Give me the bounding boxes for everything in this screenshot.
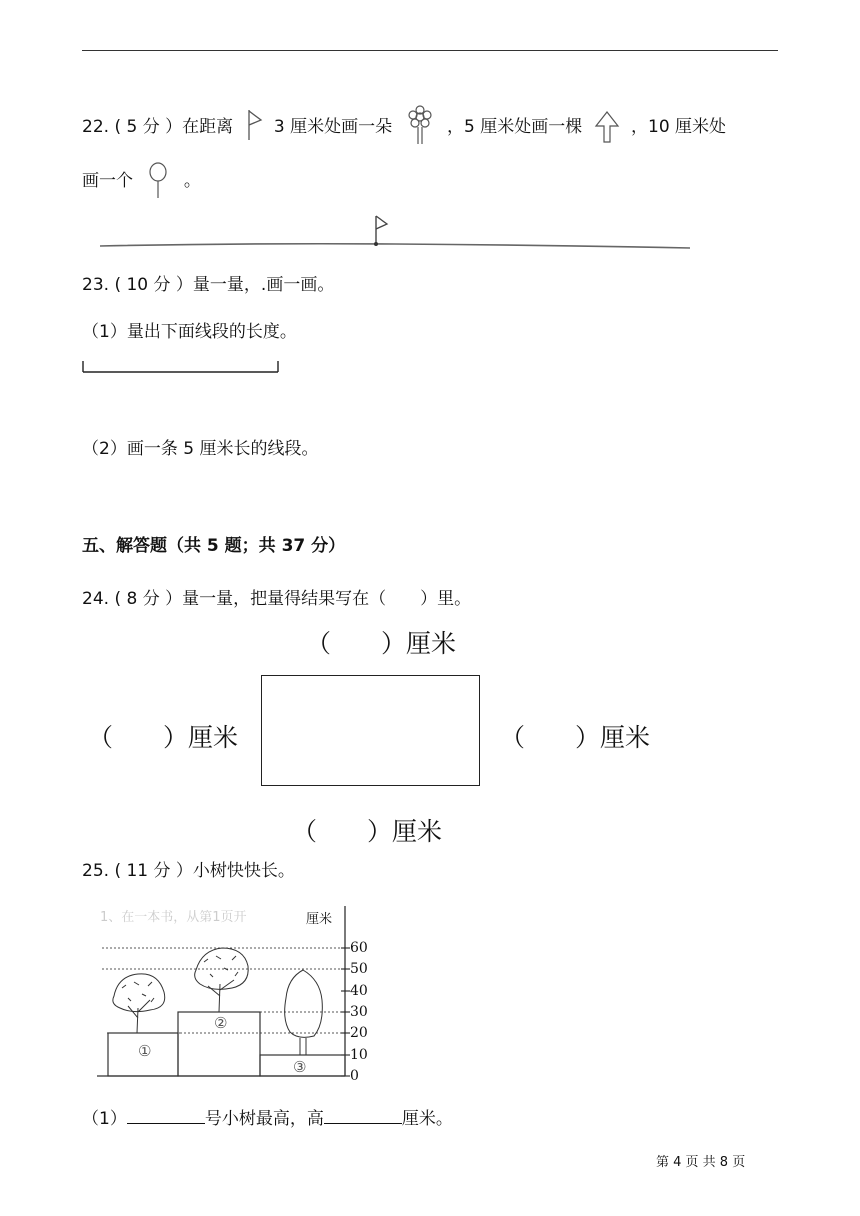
q22-part2: ，5 厘米处画一棵 (446, 117, 583, 137)
page-footer: 第 4 页 共 8 页 (656, 1155, 746, 1170)
box-label-2: ② (214, 1014, 228, 1032)
q24-label-left: （ ）厘米 (88, 723, 239, 752)
box-label-3: ③ (293, 1058, 307, 1076)
box-label-1: ① (138, 1042, 152, 1060)
q25-sub1-middle: 号小树最高，高 (204, 1109, 324, 1129)
q23-title: 23. ( 10 分 ）量一量，.画一画。 (82, 275, 335, 295)
q22-line1 (82, 104, 726, 146)
q22-line2 (82, 160, 201, 200)
q25-sub1-suffix: 厘米。 (401, 1109, 453, 1129)
q22-line2b: 。 (183, 171, 201, 191)
tick-label-30: 30 (350, 1004, 368, 1020)
q25-figure (92, 900, 382, 1085)
tree-icon (592, 108, 622, 144)
header-rule (82, 50, 778, 51)
balloon-icon (144, 160, 172, 200)
q25-unit: 厘米 (306, 912, 333, 927)
q24-label-top: （ ）厘米 (306, 629, 457, 658)
tick-label-40: 40 (350, 983, 368, 999)
q22-number: 22. ( 5 分 ）在距离 (82, 117, 234, 137)
answer-blank-tree-number[interactable] (127, 1107, 205, 1124)
tick-label-20: 20 (350, 1025, 368, 1041)
tick-label-0: 0 (350, 1068, 359, 1084)
q24-label-right: （ ）厘米 (500, 723, 651, 752)
q22-line2a: 画一个 (82, 171, 133, 191)
flag-icon (243, 108, 265, 142)
q23-sub2: （2）画一条 5 厘米长的线段。 (82, 439, 319, 459)
q22-part3: ，10 厘米处 (631, 117, 727, 137)
q23-sub1: （1）量出下面线段的长度。 (82, 322, 297, 342)
q24-title: 24. ( 8 分 ）量一量，把量得结果写在（ ）里。 (82, 589, 472, 609)
tick-label-50: 50 (350, 961, 368, 977)
q25-figure-graphics (92, 900, 382, 1085)
tick-label-60: 60 (350, 940, 368, 956)
q25-sub1-prefix: （1） (82, 1109, 127, 1129)
tick-label-10: 10 (350, 1047, 368, 1063)
q25-sub1 (82, 1107, 453, 1131)
q25-faint-text: 1、在一本书，从第1页开 (100, 910, 247, 925)
q25-title: 25. ( 11 分 ）小树快快长。 (82, 861, 295, 881)
q24-label-bottom: （ ）厘米 (292, 817, 443, 846)
flower-icon (402, 104, 438, 146)
q24-rectangle (261, 675, 480, 786)
q23-segment (82, 360, 282, 374)
answer-blank-height[interactable] (324, 1107, 402, 1124)
ground-line-figure (95, 208, 695, 254)
section5-title: 五、解答题（共 5 题；共 37 分） (82, 536, 346, 556)
q22-part1: 3 厘米处画一朵 (273, 117, 393, 137)
